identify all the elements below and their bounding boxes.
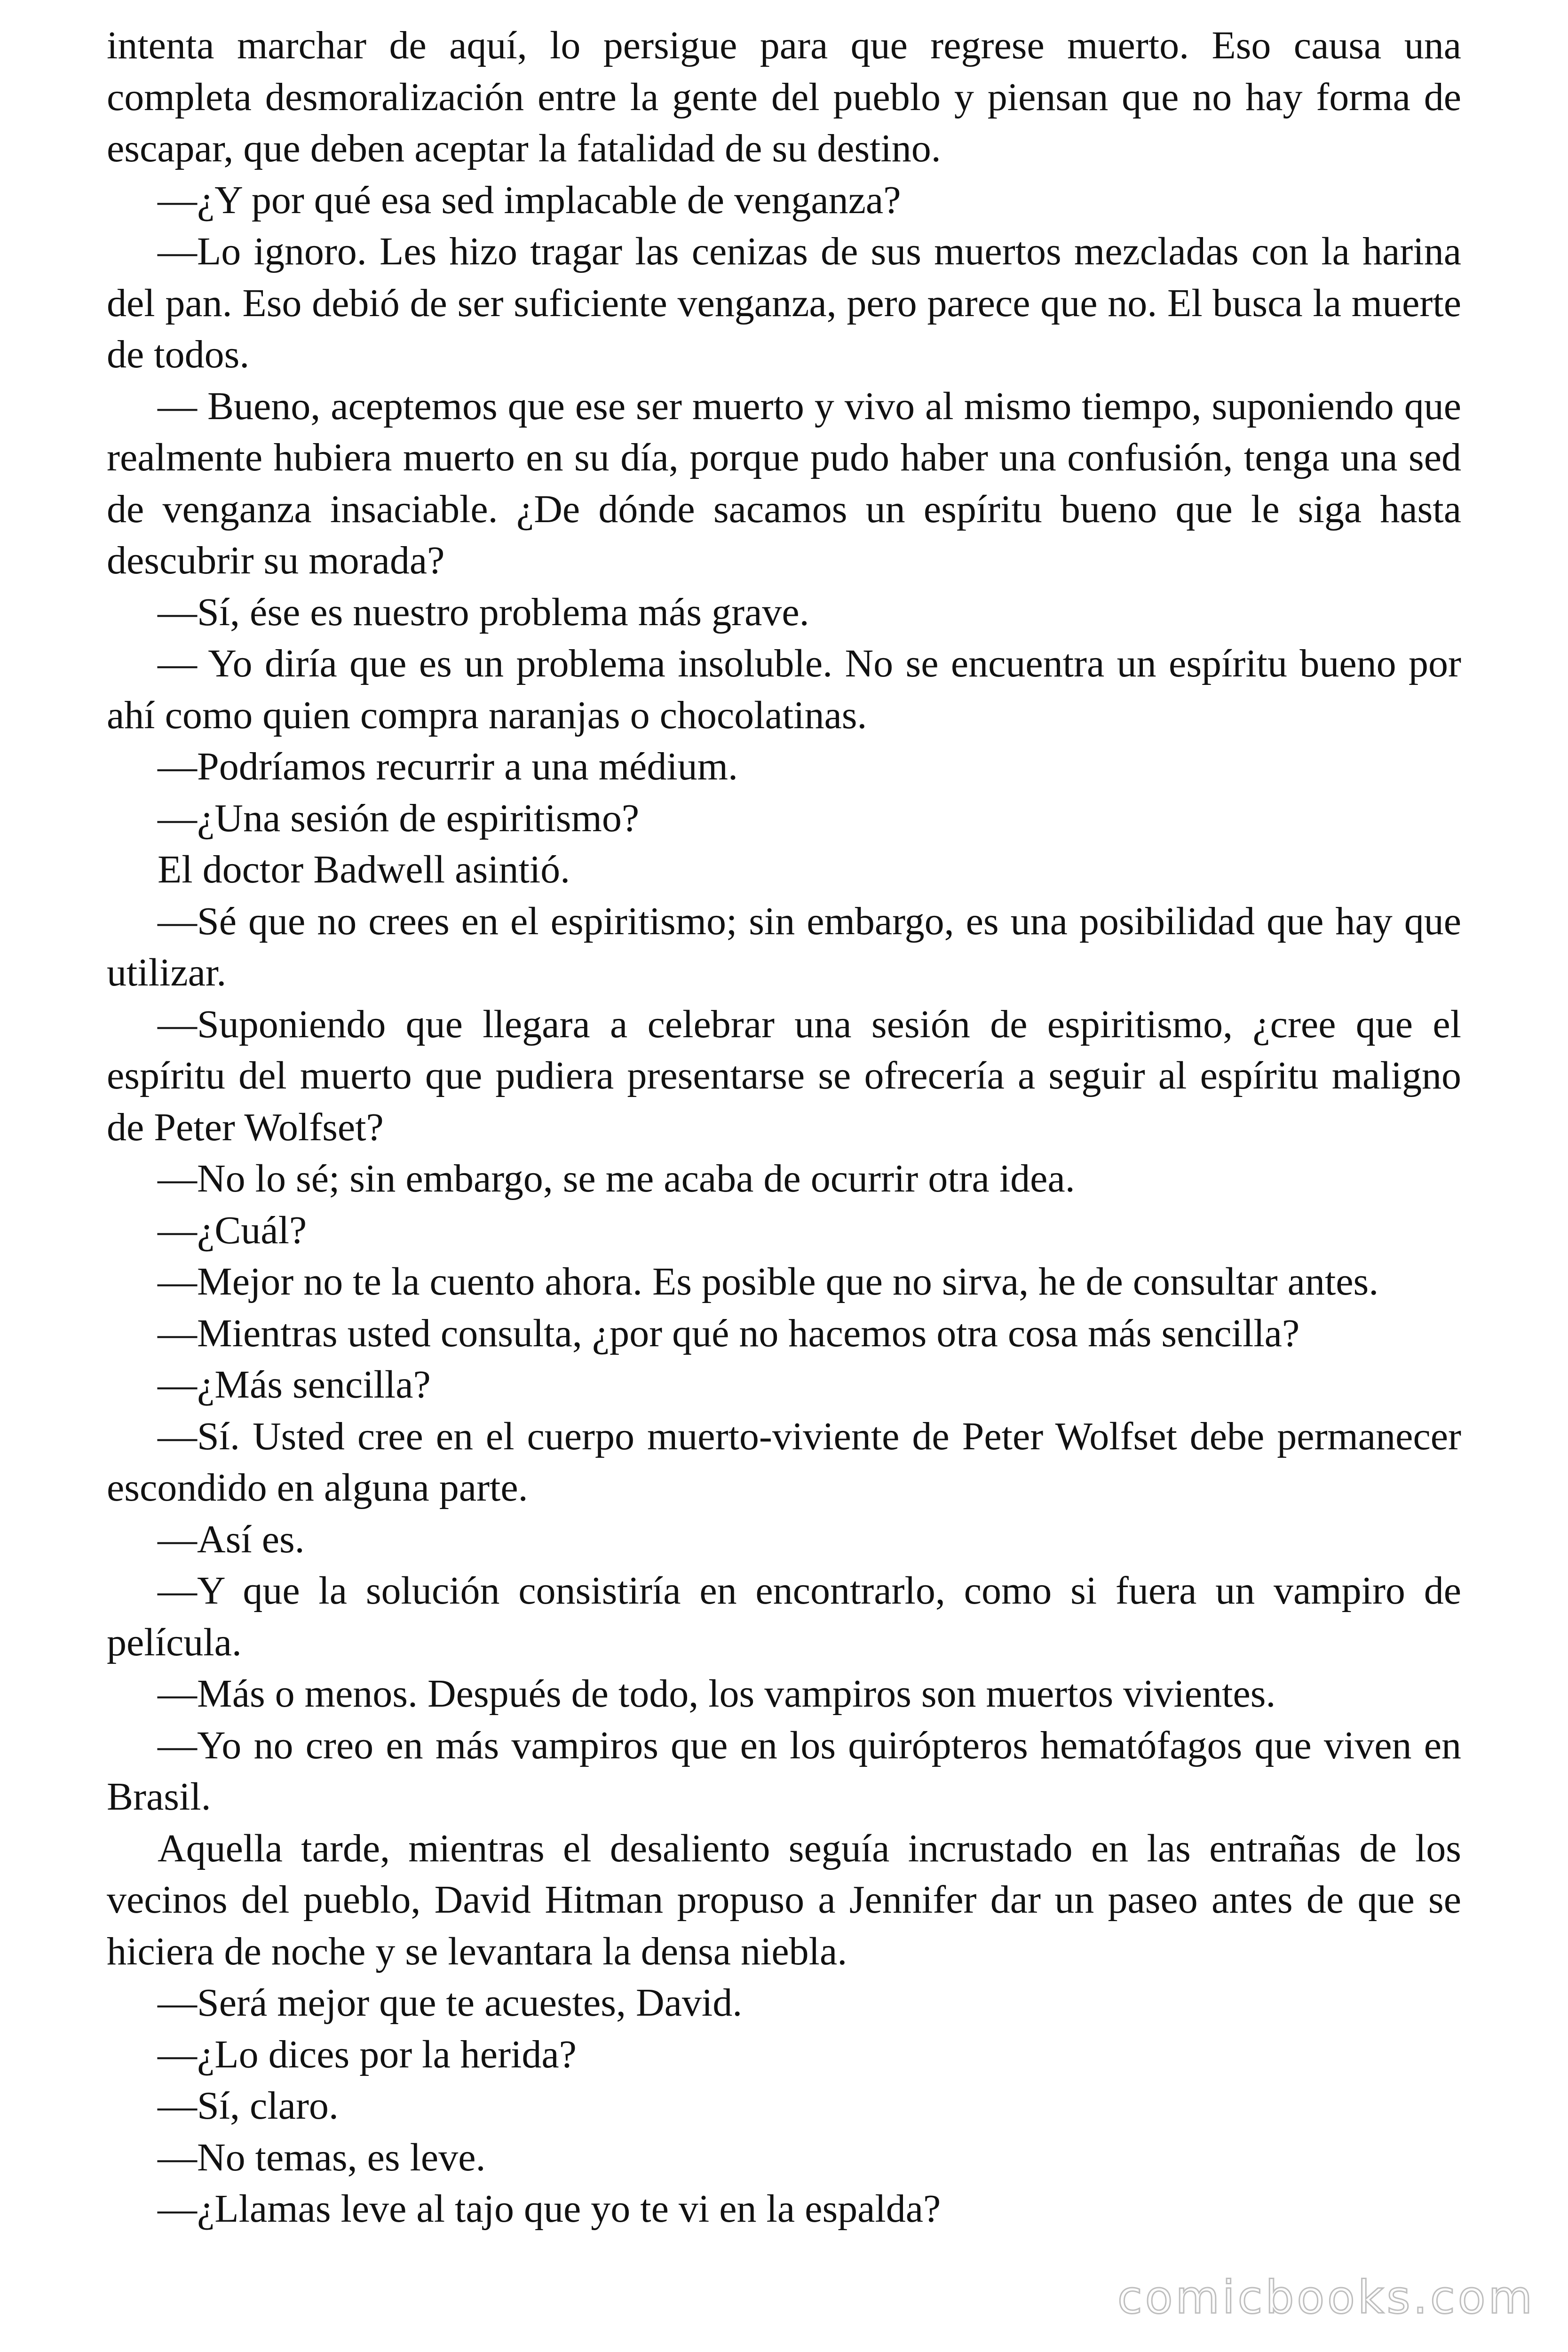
paragraph: —Sé que no crees en el espiritismo; sin embargo, es una posibilidad que hay que utilizar. [107,899,1461,994]
watermark: comicbooks.com [1117,2271,1535,2324]
paragraph: Aquella tarde, mientras el desaliento seguía incrustado en las entrañas de los vecinos del pueblo, David Hitman propuso a Jennifer dar un paseo antes de que se hiciera de noche y se levantara la densa niebla. [107,1826,1461,1973]
paragraph: —¿Llamas leve al tajo que yo te vi en la espalda? [158,2187,941,2231]
paragraph: —No temas, es leve. [158,2135,486,2179]
paragraph: —Suponiendo que llegara a celebrar una sesión de espiritismo, ¿cree que el espíritu del muerto que pudiera presentarse se ofrecería a seguir al espíritu maligno de Peter Wolfset? [107,1002,1461,1149]
paragraph: —Mejor no te la cuento ahora. Es posible que no sirva, he de consultar antes. [158,1260,1379,1303]
paragraph: —¿Lo dices por la herida? [158,2032,577,2076]
paragraph: intenta marchar de aquí, lo persigue para que regrese muerto. Eso causa una completa desmoralización entre la gente del pueblo y piensan que no hay forma de escapar, que deben aceptar la fatalidad de su destino. [107,24,1461,170]
paragraph: —¿Cuál? [158,1208,307,1252]
paragraph: El doctor Badwell asintió. [158,848,570,891]
page-text [107,20,1461,2235]
paragraph: —Podríamos recurrir a una médium. [158,745,738,788]
paragraph: —Lo ignoro. Les hizo tragar las cenizas de sus muertos mezcladas con la harina del pan. Eso debió de ser suficiente venganza, pero parece que no. El busca la muerte de todos. [107,230,1461,376]
paragraph: — Yo diría que es un problema insoluble. No se encuentra un espíritu bueno por ahí como quien compra naranjas o chocolatinas. [107,642,1461,737]
paragraph: —Yo no creo en más vampiros que en los quirópteros hematófagos que viven en Brasil. [107,1723,1461,1819]
paragraph: —¿Una sesión de espiritismo? [158,796,640,840]
paragraph: —Más o menos. Después de todo, los vampiros son muertos vivientes. [158,1672,1276,1716]
paragraph: —Y que la solución consistiría en encontrarlo, como si fuera un vampiro de película. [107,1569,1461,1664]
paragraph: —Sí, claro. [158,2084,339,2128]
paragraph: —¿Y por qué esa sed implacable de venganza? [158,178,901,222]
paragraph: —Sí. Usted cree en el cuerpo muerto-viviente de Peter Wolfset debe permanecer escondido en alguna parte. [107,1414,1461,1510]
paragraph: —Sí, ése es nuestro problema más grave. [158,590,809,634]
paragraph: —No lo sé; sin embargo, se me acaba de ocurrir otra idea. [158,1157,1075,1200]
paragraph: —Será mejor que te acuestes, David. [158,1981,743,2025]
paragraph: —¿Más sencilla? [158,1363,431,1406]
paragraph: —Así es. [158,1517,305,1561]
paragraph: — Bueno, aceptemos que ese ser muerto y vivo al mismo tiempo, suponiendo que realmente hubiera muerto en su día, porque pudo haber una confusión, tenga una sed de venganza insaciable. ¿De dónde sacamos un espíritu bueno que le siga hasta descubrir su morada? [107,384,1461,582]
paragraph: —Mientras usted consulta, ¿por qué no hacemos otra cosa más sencilla? [158,1311,1300,1355]
